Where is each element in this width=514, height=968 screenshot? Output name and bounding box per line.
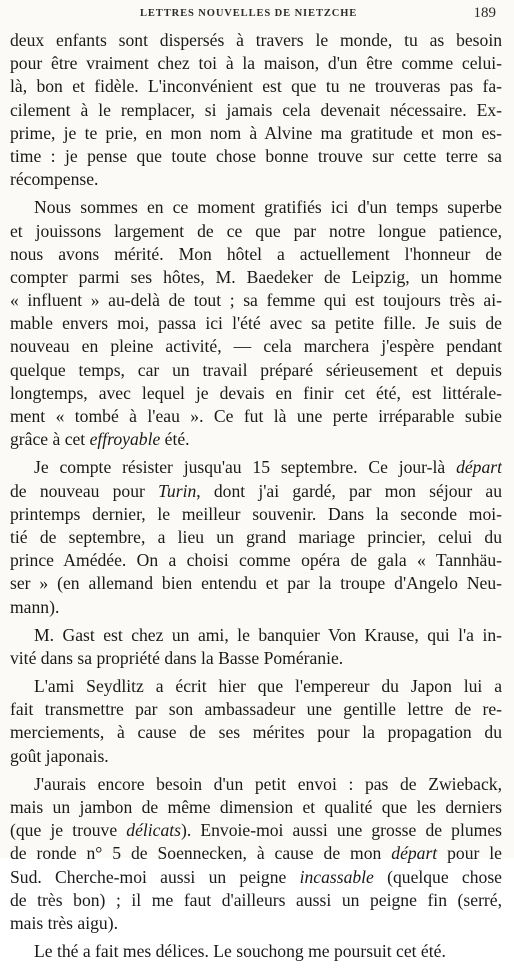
text-line: tié de septembre, a lieu un grand mariage princier, celui du [10,526,502,547]
paragraph [10,675,502,768]
letter-body-text [10,29,502,968]
italic-word: départ [391,843,438,864]
text-line: mais très aigu). [10,912,118,933]
text-line: Nous sommes en ce moment gratifiés ici d'un temps superbe [34,197,502,218]
text-line: nous avons mérité. Mon hôtel a actuellement l'honneur de [10,243,502,264]
paragraph [10,456,502,618]
text-line: pour être vraiment chez toi à la maison, d'un être comme celui- [10,53,502,74]
italic-word: délicats [126,820,181,841]
text-line: mable envers moi, passa ici l'été avec sa petite fille. Je suis de [10,313,502,334]
text-line: J'aurais encore besoin d'un petit envoi : pas de Zwieback, [34,773,502,794]
text-line: mais un jambon de même dimension et qualité que les derniers [10,797,502,817]
text-line: et jouissons largement de ce que par notre longue patience, [10,220,502,241]
text-line: de ronde n° 5 de Soennecken, à cause de mon départ pour le [10,843,502,864]
text-line: mann). [10,596,60,617]
text-line: récompense. [10,169,99,190]
text-line: merciements, à cause de ses mérites pour la propagation du [10,722,502,743]
text-line: L'ami Seydlitz a écrit hier que l'empereur du Japon lui a [34,676,502,697]
text-line: grâce à cet effroyable été. [10,429,190,450]
text-line: là, bon et fidèle. L'inconvénient est que tu ne trouveras pas fa- [10,76,502,97]
text-line: ment « tombé à l'eau ». Ce fut là une perte irréparable subie [10,406,502,426]
paragraph [10,773,502,935]
italic-word: effroyable [89,429,161,450]
text-line: cilement à le remplacer, si jamais cela devenait nécessaire. Ex- [10,99,502,120]
text-line: compter parmi ses hôtes, M. Baedeker de Leipzig, un homme [10,266,502,287]
text-line: (que je trouve délicats). Envoie-moi aussi une grosse de plumes [10,820,502,841]
text-line: ser » (en allemand bien entendu et par la troupe d'Angelo Neu- [10,573,502,594]
text-line: deux enfants sont dispersés à travers le monde, tu as besoin [10,30,502,50]
text-line: de nouveau pour Turin, dont j'ai gardé, par mon séjour au [10,480,502,501]
text-line: Je compte résister jusqu'au 15 septembre. Ce jour-là départ [34,457,502,478]
text-line: longtemps, avec lequel je devais en finir cet été, est littérale- [10,382,502,403]
text-line: prince Amédée. On a choisi comme opéra de gala « Tannhäu- [10,550,502,571]
paragraph [10,29,502,191]
paragraph [10,196,502,451]
page-number: 189 [473,5,496,21]
text-line: goût japonais. [10,745,109,766]
italic-word: incassable [299,866,374,887]
text-line: Sud. Cherche-moi aussi un peigne incassable (quelque chose [10,866,502,887]
paragraph [10,940,502,963]
italic-word: départ [456,457,502,478]
running-title: LETTRES NOUVELLES DE NIETZCHE [140,8,358,19]
text-line: prime, je te prie, en mon nom à Alvine ma gratitude et mon es- [10,122,502,143]
text-line: vité dans sa propriété dans la Basse Poméranie. [10,647,344,668]
text-line: time : je pense que toute chose bonne trouve sur cette terre sa [10,145,502,166]
text-line: M. Gast est chez un ami, le banquier Von Krause, qui l'a in- [34,624,502,645]
text-line: quelque temps, car un travail préparé sérieusement et depuis [10,359,502,380]
text-line: « influent » au-delà de tout ; sa femme qui est toujours très ai- [10,290,502,311]
text-line: fait transmettre par son ambassadeur une gentille lettre de re- [10,699,502,720]
text-line: Le thé a fait mes délices. Le souchong me poursuit cet été. [34,941,446,962]
italic-word: Turin [158,480,197,501]
running-head [0,4,514,24]
text-line: nouveau en pleine activité, — cela marchera j'espère pendant [10,336,502,357]
paragraph [10,624,502,670]
text-line: de très bon) ; il me faut d'ailleurs aussi un peigne fin (serré, [10,889,502,910]
text-line: printemps dernier, le meilleur souvenir. Dans la seconde moi- [10,503,502,524]
